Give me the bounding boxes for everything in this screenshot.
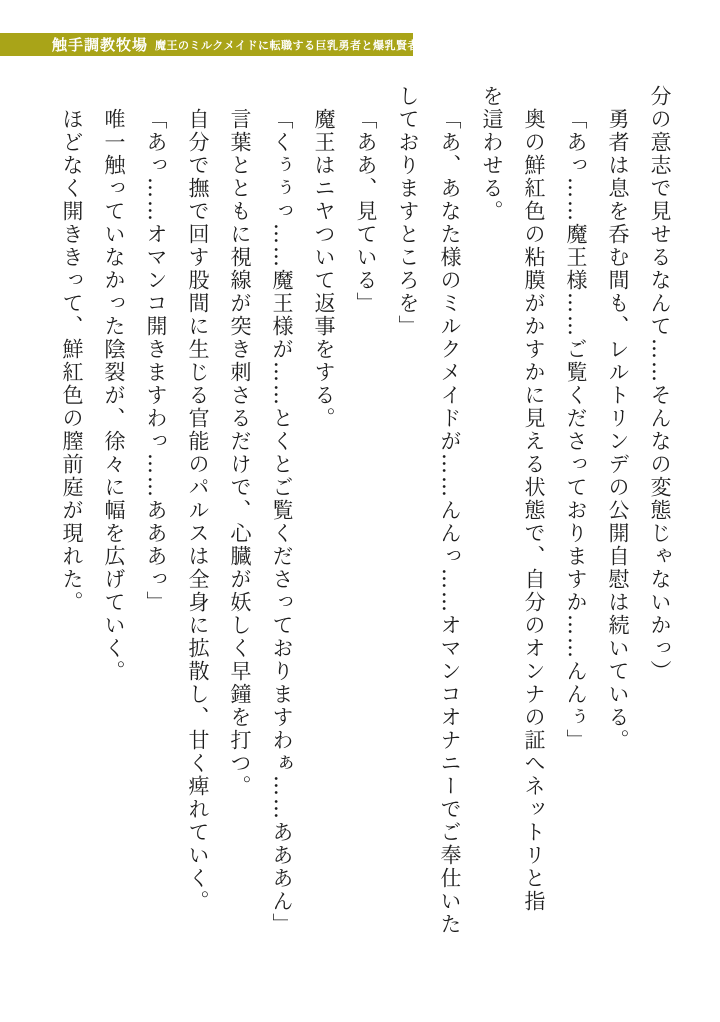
text-column: 「あっ……オマンコ開きますわっ……あああっ」	[144, 108, 168, 614]
text-column: 「ああ、見ている」	[354, 108, 378, 315]
text-column: 「くぅぅっ……魔王様が……とくとご覧くださっておりますわぁ……あああん」	[270, 108, 294, 936]
text-column: 奥の鮮紅色の粘膜がかすかに見える状態で、自分のオンナの証へネットリと指	[522, 108, 546, 913]
text-column: 「あ、あなた様のミルクメイドが……んんっ……オマンコオナニーでご奉仕いた	[438, 108, 462, 936]
text-column: 魔王はニヤついて返事をする。	[312, 108, 336, 430]
text-column: ほどなく開ききって、鮮紅色の膣前庭が現れた。	[60, 108, 84, 614]
book-subtitle: 魔王のミルクメイドに転職する巨乳勇者と爆乳賢者	[155, 38, 419, 52]
text-column: 自分で撫で回す股間に生じる官能のパルスは全身に拡散し、甘く痺れていく。	[186, 108, 210, 913]
text-column: しておりますところを」	[396, 85, 420, 338]
text-column: 言葉とともに視線が突き刺さるだけで、心臓が妖しく早鐘を打つ。	[228, 108, 252, 798]
book-title: 触手調教牧場	[52, 36, 149, 54]
text-column: 「あっ……魔王様……ご覧くださっておりますか……んんぅ」	[564, 108, 588, 752]
text-column: 分の意志で見せるなんて……そんなの変態じゃないかっ）	[648, 85, 672, 683]
novel-text	[51, 85, 681, 985]
text-column: 勇者は息を呑む間も、レルトリンデの公開自慰は続いている。	[606, 108, 630, 752]
text-column: を這わせる。	[480, 85, 504, 223]
header-bar	[0, 33, 419, 56]
text-column: 唯一触っていなかった陰裂が、徐々に幅を広げていく。	[102, 108, 126, 683]
